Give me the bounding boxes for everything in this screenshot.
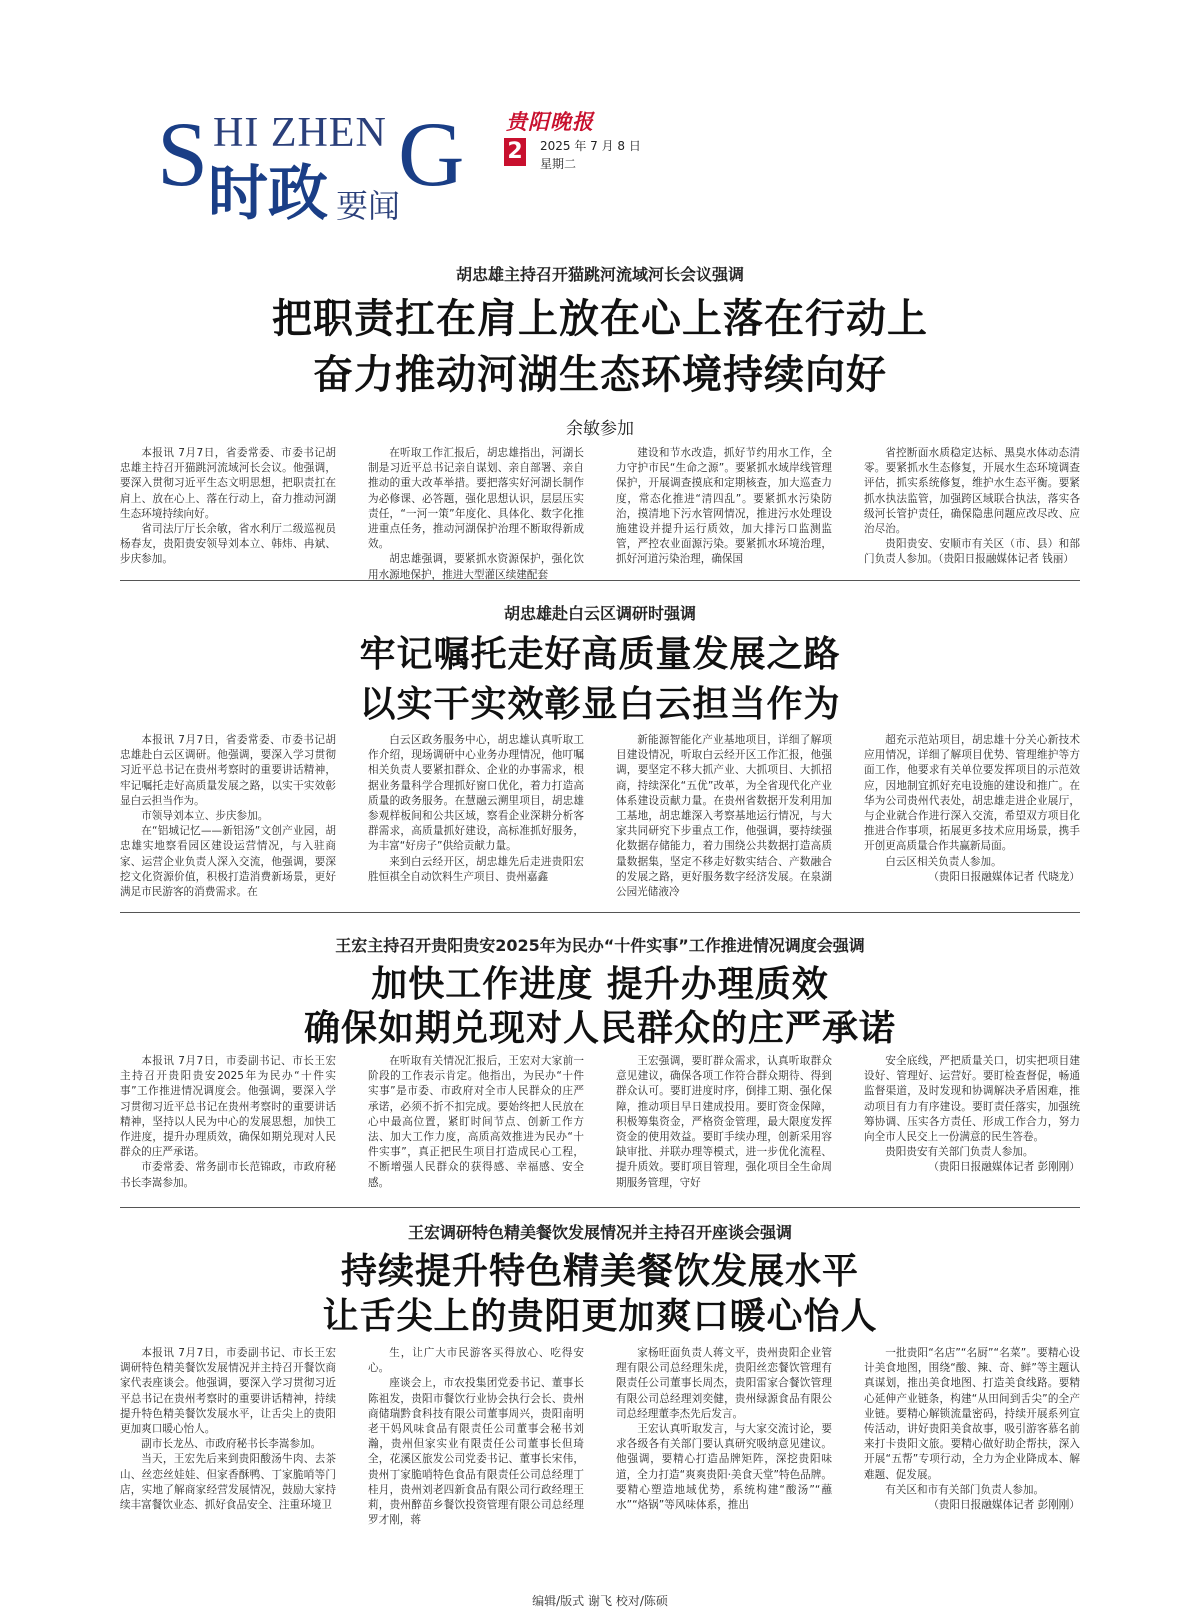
- paragraph: 白云区政务服务中心，胡忠雄认真听取工作介绍，现场调研中心业务办理情况，他叮嘱相关负责人要紧扣群众、企业的办事需求，根据业务量科学合理抓好窗口优化，着力打造高质量的政务服务。在慧融云溯里项目，胡忠雄参观样板间和公共区域，察看企业深耕分析客群需求，高质量抓好建设，高标准抓好服务，为丰富“好房子”供给贡献力量。: [368, 734, 584, 853]
- paragraph: 一批贵阳“名店”“名厨”“名菜”。要精心设计美食地图，围绕“酸、辣、奇、鲜”等主题认真谋划，推出美食地图、打造美食线路。要精心延伸产业链条，构建“从田间到舌尖”的全产业链。要精心解锁流量密码，持续开展系列宣传活动，讲好贵阳美食故事，吸引游客慕名前来打卡贵阳文旅。要精心做好助企帮扶，深入开展“五帮”专项行动，全力为企业降成本、解难题、促发展。: [864, 1347, 1080, 1481]
- byline: （贵阳日报融媒体记者 彭刚刚）: [928, 1499, 1080, 1512]
- article-4-column-1: [120, 1346, 336, 1554]
- paragraph: 安全底线，严把质量关口，切实把项目建设好、管理好、运营好。要盯检查督促，畅通监督渠道，及时发现和协调解决矛盾困难，推动项目有力有序建设。要盯责任落实，加强统筹协调、压实各方责任、形成工作合力，努力向全市人民交上一份满意的民生答卷。: [864, 1055, 1080, 1144]
- paragraph: 省司法厅厅长余敏，省水利厅二级巡视员杨春友，贵阳贵安领导刘本立、韩炜、冉斌、步庆参加。: [120, 523, 336, 566]
- article-2-kicker: 胡忠雄赴白云区调研时强调: [503, 604, 696, 623]
- article-2-title-line-2: 以实干实效彰显白云担当作为: [359, 684, 841, 725]
- section-divider: [120, 912, 1080, 913]
- byline: （贵阳日报融媒体记者 代晓龙）: [928, 870, 1080, 883]
- paragraph: 在听取有关情况汇报后，王宏对大家前一阶段的工作表示肯定。他指出，为民办“十件实事”是市委、市政府对全市人民群众的庄严承诺，必须不折不扣完成。要始终把人民放在心中最高位置，紧盯时间节点、创新工作方法、加大工作力度，高质高效推进为民办“十件实事”，真正把民生项目打造成民心工程，不断增强人民群众的获得感、幸福感、安全感。: [368, 1055, 584, 1189]
- article-3-title-line-1: 加快工作进度 提升办理质效: [371, 964, 829, 1005]
- article-4-kicker: 王宏调研特色精美餐饮发展情况并主持召开座谈会强调: [407, 1223, 792, 1242]
- article-3-column-4: [864, 1054, 1080, 1194]
- paragraph: 市领导刘本立、步庆参加。: [141, 810, 269, 823]
- section-subtitle: 要闻: [336, 187, 401, 225]
- paragraph: 市委常委、常务副市长范锦政，市政府秘书长李嵩参加。: [120, 1161, 336, 1189]
- paragraph: 白云区相关负责人参加。: [885, 855, 1002, 868]
- masthead-latin-g: G: [398, 103, 465, 205]
- article-2-column-1: [120, 733, 336, 899]
- paragraph: 本报讯 7月7日，市委副书记、市长王宏主持召开贵阳贵安2025年为民办“十件实事”工作推进情况调度会。他强调，要深入学习贯彻习近平总书记在贵州考察时的重要讲话精神，坚持以人民为中心的发展思想，加快工作进度，提升办理质效，确保如期兑现对人民群众的庄严承诺。: [120, 1055, 336, 1159]
- paragraph: 贵阳贵安、安顺市有关区（市、县）和部门负责人参加。（贵阳日报融媒体记者 钱丽）: [864, 538, 1080, 566]
- paragraph: 本报讯 7月7日，省委常委、市委书记胡忠雄赴白云区调研。他强调，要深入学习贯彻习近平总书记在贵州考察时的重要讲话精神，牢记嘱托走好高质量发展之路，以实干实效彰显白云担当作为。: [120, 734, 336, 807]
- article-3-title-line-2: 确保如期兑现对人民群众的庄严承诺: [303, 1008, 896, 1049]
- article-4-title-line-1: 持续提升特色精美餐饮发展水平: [340, 1251, 859, 1292]
- article-3-column-2: [368, 1054, 584, 1194]
- paragraph: 生，让广大市民游客买得放心、吃得安心。: [368, 1347, 584, 1375]
- paragraph: 省控断面水质稳定达标、黑臭水体动态清零。要紧抓水生态修复，开展水生态环境调查评估，抓实系统修复，维护水生态平衡。要紧抓水执法监管，加强跨区域联合执法，落实各级河长管护责任，确保隐患问题应改尽改、应治尽治。: [864, 447, 1080, 536]
- newspaper-name: 贵阳晚报: [506, 109, 594, 134]
- article-1-column-3: [616, 446, 832, 564]
- paragraph: 来到白云经开区，胡忠雄先后走进贵阳宏胜恒祺全自动饮料生产项目、贵州嘉鑫: [368, 855, 584, 883]
- paragraph: 新能源智能化产业基地项目，详细了解项目建设情况，听取白云经开区工作汇报，他强调，要坚定不移大抓产业、大抓项目、大抓招商，持续深化“五优”改革，为全省现代化产业体系建设贡献力量。在贵州省数据开发利用加工基地，胡忠雄深入考察基地运行情况，与大家共同研究下步重点工作，他强调，要持续强化数据存储能力，着力围绕公共数据打造高质量数据集，坚定不移走好数实结合、产数融合的发展之路，更好服务数字经济发展。在泉湖公园光储液冷: [616, 734, 832, 899]
- byline: （贵阳日报融媒体记者 彭刚刚）: [928, 1161, 1080, 1174]
- article-4-column-3: [616, 1346, 832, 1554]
- paragraph: 建设和节水改造，抓好节约用水工作，全力守护市民“生命之源”。要紧抓水域岸线管理保护，开展调查摸底和定期核查，加大巡查力度，常态化推进“清四乱”。要紧抓水污染防治，摸清地下污水管网情况，推进污水处理设施建设并提升运行质效，加大排污口监测监管，严控农业面源污染。要紧抓水环境治理，抓好河道污染治理，确保国: [616, 447, 832, 566]
- article-1-author-line: 余敏参加: [566, 419, 634, 439]
- article-3-kicker: 王宏主持召开贵阳贵安2025年为民办“十件实事”工作推进情况调度会强调: [335, 936, 865, 955]
- section-title: 时政: [208, 159, 328, 229]
- masthead-latin-middle: HI ZHEN: [213, 110, 387, 156]
- article-1-column-1: [120, 446, 336, 564]
- article-2-column-2: [368, 733, 584, 895]
- article-1-column-2: [368, 446, 584, 581]
- issue-weekday: 星期二: [540, 157, 577, 171]
- editor-credits: 编辑/版式 谢飞 校对/陈硕: [532, 1594, 668, 1608]
- paragraph: 贵阳贵安有关部门负责人参加。: [885, 1146, 1034, 1159]
- paragraph: 王宏认真听取发言，与大家交流讨论，要求各级各有关部门要认真研究吸纳意见建议。他强调，要精心打造品牌矩阵，深挖贵阳味道，全力打造“爽爽贵阳·美食天堂”特色品牌。要精心塑造地域优势，系统构建“酸汤”“蘸水”“烙锅”等风味体系，推出: [616, 1423, 832, 1512]
- section-divider: [120, 580, 1080, 581]
- section-divider: [120, 1207, 1080, 1208]
- paragraph: 在听取工作汇报后，胡忠雄指出，河湖长制是习近平总书记亲自谋划、亲自部署、亲自推动的重大改革举措。要把落实好河湖长制作为必修课、必答题，强化思想认识，层层压实责任，“一河一策”年度化、具体化、数字化推进重点任务，推动河湖保护治理不断取得新成效。: [368, 447, 584, 551]
- article-2-column-3: [616, 733, 832, 899]
- paragraph: 超充示范站项目，胡忠雄十分关心新技术应用情况，详细了解项目优势、管理维护等方面工作，他要求有关单位要发挥项目的示范效应，因地制宜抓好充电设施的建设和推广。在华为公司贵州代表处，胡忠雄走进企业展厅，与企业就合作进行深入交流，希望双方项目化推进合作事项，拓展更多技术应用场景，携手开创更高质量合作共赢新局面。: [864, 734, 1080, 853]
- article-4-column-4: [864, 1346, 1080, 1554]
- issue-date: 2025 年 7 月 8 日: [540, 139, 641, 153]
- masthead-latin-s: S: [157, 103, 209, 205]
- paragraph: 座谈会上，市农投集团党委书记、董事长陈祖发，贵阳市餐饮行业协会执行会长、贵州商储瑞黔食科技有限公司董事周兴，贵阳南明老干妈风味食品有限责任公司董事会秘书刘瀚，贵州但家实业有限责任公司董事长但琦全，花溪区旅发公司党委书记、董事长宋伟，贵州丁家脆哨特色食品有限责任公司总经理丁桂月，贵州刘老四新食品有限公司行政经理王莉，贵州醉苗乡餐饮投资管理有限公司总经理罗才刚，蒋: [368, 1377, 584, 1527]
- page-number-badge: 2: [504, 138, 526, 166]
- paragraph: 王宏强调，要盯群众需求，认真听取群众意见建议，确保各项工作符合群众期待、得到群众认可。要盯进度时序，倒排工期、强化保障，推动项目早日建成投用。要盯资金保障，积极筹集资金，严格资金管理，最大限度发挥资金的使用效益。要盯手续办理，创新采用容缺审批、并联办理等模式，进一步优化流程、提升质效。要盯项目管理，强化项目全生命周期服务管理，守好: [616, 1055, 832, 1189]
- article-3-column-3: [616, 1054, 832, 1194]
- paragraph: 家杨旺面负责人蒋文平，贵州贵阳企业管理有限公司总经理朱虎，贵阳丝恋餐饮管理有限责任公司董事长周杰，贵阳雷家合餐饮管理有限公司总经理刘奕健，贵州绿源食品有限公司总经理董李杰先后发言。: [616, 1347, 832, 1420]
- article-2-column-4: [864, 733, 1080, 895]
- paragraph: 胡忠雄强调，要紧抓水资源保护，强化饮用水源地保护，推进大型灌区续建配套: [368, 553, 584, 581]
- paragraph: 在“铝城记忆——新铝汤”文创产业园，胡忠雄实地察看园区建设运营情况，与入驻商家、运营企业负责人深入交流，他强调，要深挖文化资源价值，积极打造消费新场景，更好满足市民游客的消费需求。在: [120, 825, 336, 899]
- article-1-column-4: [864, 446, 1080, 564]
- paragraph: 副市长龙丛、市政府秘书长李嵩参加。: [141, 1438, 322, 1451]
- paragraph: 有关区和市有关部门负责人参加。: [885, 1483, 1045, 1496]
- article-1-title-line-1: 把职责扛在肩上放在心上落在行动上: [272, 296, 928, 342]
- article-4-title-line-2: 让舌尖上的贵阳更加爽口暖心怡人: [322, 1296, 878, 1337]
- article-4-column-2: [368, 1346, 584, 1554]
- paragraph: 当天，王宏先后来到贵阳酸汤牛肉、去茶山、丝恋丝娃娃、但家香酥鸭、丁家脆哨等门店，实地了解商家经营发展情况，鼓励大家持续丰富餐饮业态、抓好食品安全、注重环境卫: [120, 1453, 336, 1512]
- article-2-title-line-1: 牢记嘱托走好高质量发展之路: [359, 634, 841, 675]
- article-3-column-1: [120, 1054, 336, 1194]
- article-1-title-line-2: 奋力推动河湖生态环境持续向好: [313, 352, 887, 398]
- paragraph: 本报讯 7月7日，省委常委、市委书记胡忠雄主持召开猫跳河流域河长会议。他强调，要深入贯彻习近平生态文明思想，把职责扛在肩上、放在心上、落在行动上，奋力推动河湖生态环境持续向好。: [120, 447, 336, 520]
- article-1-kicker: 胡忠雄主持召开猫跳河流域河长会议强调: [455, 265, 744, 284]
- paragraph: 本报讯 7月7日，市委副书记、市长王宏调研特色精美餐饮发展情况并主持召开餐饮商家代表座谈会。他强调，要深入学习贯彻习近平总书记在贵州考察时的重要讲话精神，持续提升特色精美餐饮发展水平，让舌尖上的贵阳更加爽口暖心怡人。: [120, 1347, 336, 1436]
